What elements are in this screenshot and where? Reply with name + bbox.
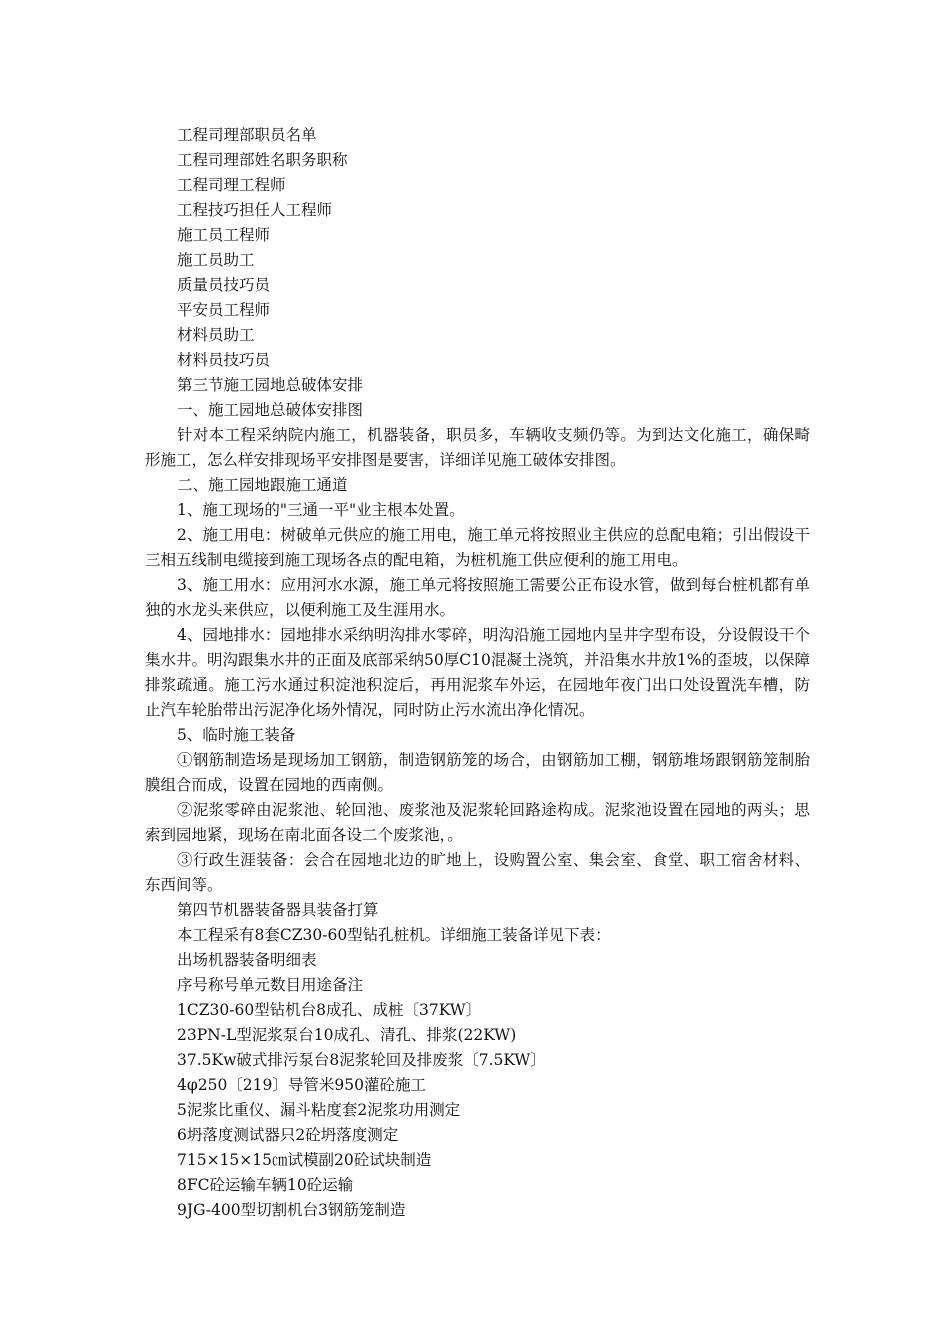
section3-item: 4、园地排水：园地排水采纳明沟排水零碎，明沟沿施工园地内呈井字型布设，分设假设干个集水井。明沟跟集水井的正面及底部采纳50厚C10混凝土浇筑，并沿集水井放1%的歪坡，以保障排浆疏通。施工污水通过积淀池积淀后，再用泥浆车外运，在园地年夜门出口处设置洗车槽，防止汽车轮胎带出污泥净化场外情况，同时防止污水流出净化情况。 xyxy=(145,626,810,719)
section3-title: 第三节施工园地总破体安排 xyxy=(177,376,364,394)
document-page xyxy=(145,123,810,1223)
staff-list-item: 施工员助工 xyxy=(177,251,255,269)
section3-subitem: ③行政生涯装备：会合在园地北边的旷地上，设购置公室、集会室、食堂、职工宿舍材料、东西间等。 xyxy=(145,851,810,894)
section3-subheading: 二、施工园地跟施工通道 xyxy=(177,476,348,494)
section3-item: 3、施工用水：应用河水水源，施工单元将按照施工需要公正布设水管，做到每台桩机都有单独的水龙头来供应，以便利施工及生涯用水。 xyxy=(145,576,810,619)
equipment-table-row: 4φ250〔219〕导管米950灌砼施工 xyxy=(177,1076,426,1094)
equipment-table-row: 6坍落度测试器只2砼坍落度测定 xyxy=(177,1126,399,1144)
staff-list-item: 工程技巧担任人工程师 xyxy=(177,201,333,219)
equipment-table-row: 23PN-L型泥浆泵台10成孔、清孔、排浆(22KW) xyxy=(177,1026,517,1044)
staff-list-item: 工程司理工程师 xyxy=(177,176,286,194)
equipment-table-row: 9JG-400型切割机台3钢筋笼制造 xyxy=(177,1201,406,1219)
section3-item: 2、施工用电：树破单元供应的施工用电，施工单元将按照业主供应的总配电箱；引出假设干三相五线制电缆接到施工现场各点的配电箱，为桩机施工供应便利的施工用电。 xyxy=(145,526,810,569)
equipment-table-row: 1CZ30-60型钻机台8成孔、成桩〔37KW〕 xyxy=(177,1001,482,1019)
staff-list-item: 平安员工程师 xyxy=(177,301,271,319)
section3-item: 1、施工现场的"三通一平"业主根本处置。 xyxy=(177,501,465,519)
section3-item-title: 5、临时施工装备 xyxy=(177,726,296,744)
equipment-table-row: 715×15×15㎝试模副20砼试块制造 xyxy=(177,1151,432,1169)
staff-list-item: 材料员技巧员 xyxy=(177,351,271,369)
staff-list-title: 工程司理部职员名单 xyxy=(177,126,317,144)
equipment-table-title: 出场机器装备明细表 xyxy=(177,951,317,969)
section3-paragraph: 针对本工程采纳院内施工，机器装备，职员多，车辆收支频仍等。为到达文化施工，确保畸形施工，怎么样安排现场平安排图是要害，详细详见施工破体安排图。 xyxy=(145,426,810,469)
section3-subheading: 一、施工园地总破体安排图 xyxy=(177,401,364,419)
equipment-table-header: 序号称号单元数目用途备注 xyxy=(177,976,364,994)
equipment-table-row: 5泥浆比重仪、漏斗粘度套2泥浆功用测定 xyxy=(177,1101,461,1119)
section4-intro: 本工程采有8套CZ30-60型钻孔桩机。详细施工装备详见下表： xyxy=(177,926,611,944)
equipment-table-row: 8FC砼运输车辆10砼运输 xyxy=(177,1176,354,1194)
section4-title: 第四节机器装备器具装备打算 xyxy=(177,901,379,919)
equipment-table-row: 37.5Kw破式排污泵台8泥浆轮回及排废浆〔7.5KW〕 xyxy=(177,1051,546,1069)
staff-list-item: 施工员工程师 xyxy=(177,226,271,244)
section3-subitem: ①钢筋制造场是现场加工钢筋，制造钢筋笼的场合，由钢筋加工棚，钢筋堆场跟钢筋笼制胎膜组合而成，设置在园地的西南侧。 xyxy=(145,751,810,794)
section3-subitem: ②泥浆零碎由泥浆池、轮回池、废浆池及泥浆轮回路途构成。泥浆池设置在园地的两头；思索到园地紧，现场在南北面各设二个废浆池，。 xyxy=(145,801,810,844)
staff-list-item: 材料员助工 xyxy=(177,326,255,344)
staff-list-item: 质量员技巧员 xyxy=(177,276,271,294)
staff-list-header: 工程司理部姓名职务职称 xyxy=(177,151,348,169)
